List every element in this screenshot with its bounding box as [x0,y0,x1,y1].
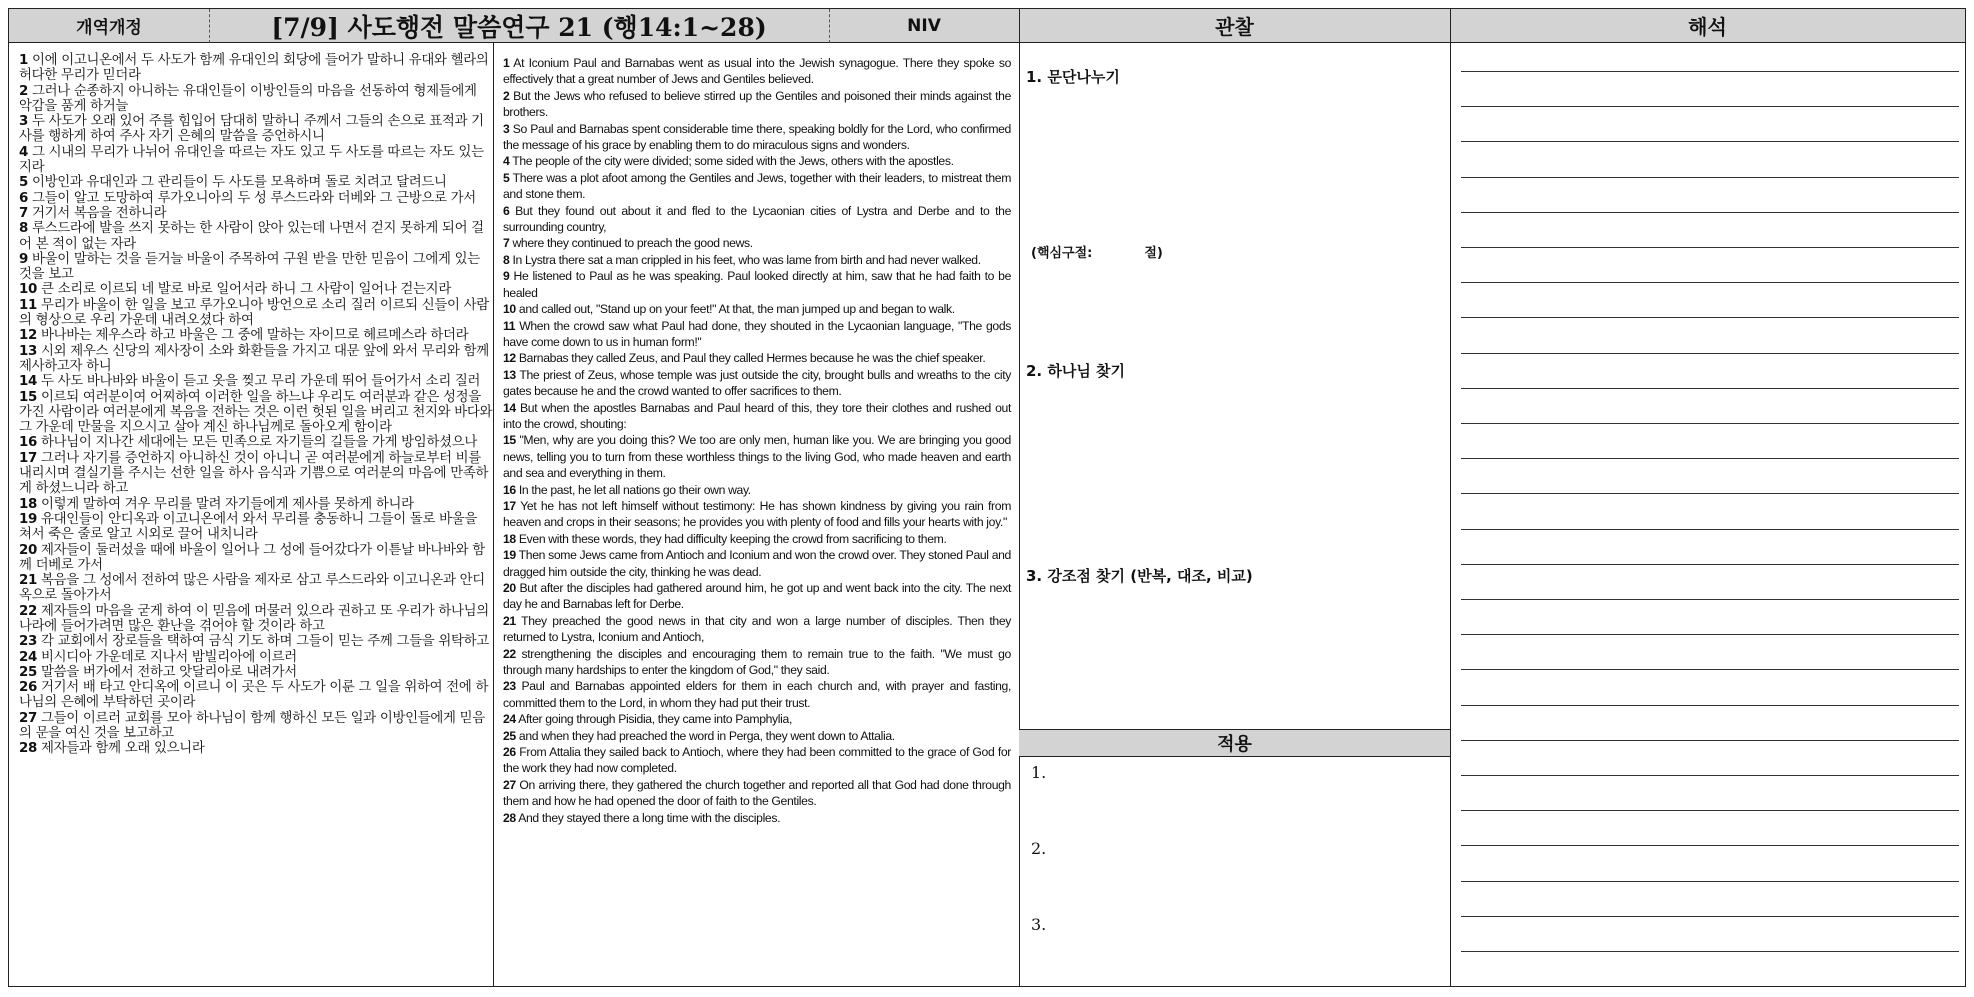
verse-text: But when the apostles Barnabas and Paul heard of this, they tore their clothes and rushed out into the crowd, shouting: [503,400,1011,431]
verse-text: Even with these words, they had difficulty keeping the crowd from sacrificing to them. [515,531,947,546]
verse-number: 8 [503,252,510,267]
verse-number: 5 [503,170,510,185]
verse-number: 13 [503,367,516,382]
verse [19,374,493,389]
writing-line [1461,916,1959,917]
verse-number: 27 [503,777,516,792]
verse [19,282,493,297]
verse [503,203,1011,236]
verse-text: 그들이 이르러 교회를 모아 하나님이 함께 행하신 모든 일과 이방인들에게 믿음의 문을 여신 것을 보고하고 [19,710,485,742]
verse-text: The people of the city were divided; some sided with the Jews, others with the apostles. [509,154,954,169]
verse-text: and when they had preached the word in Perga, they went down to Attalia. [515,728,895,743]
verse-text: 무리가 바울이 한 일을 보고 루가오니아 방언으로 소리 질러 이르되 신들이 사람의 형상으로 우리 가운데 내려오셨다 하여 [19,297,489,329]
verse [503,153,1011,169]
verse [19,390,493,436]
application-item-1: 1. [1031,763,1047,782]
verse-number: 12 [19,328,38,344]
verse-number: 16 [19,435,38,451]
verse-text: 그들이 알고 도망하여 루가오니아의 두 성 루스드라와 더베와 그 근방으로 가서 [28,190,476,206]
verse-text: 이방인과 유대인과 그 관리들이 두 사도를 모욕하며 돌로 치려고 달려드니 [28,175,447,191]
writing-line [1461,177,1959,178]
verse [503,235,1011,251]
verse-number: 25 [503,728,516,743]
verse-number: 11 [503,318,516,333]
column-divider-english-observation [1019,9,1020,986]
verse-number: 14 [503,400,516,415]
writing-line [1461,106,1959,107]
writing-line [1461,317,1959,318]
verse-number: 14 [19,374,38,390]
verse-number: 6 [503,203,510,218]
verse [503,301,1011,317]
verse-text: 이르되 여러분이여 어찌하여 이러한 일을 하느냐 우리도 여러분과 같은 성정을 가진 사람이라 여러분에게 복음을 전하는 것은 이런 헛된 일을 버리고 천지와 바다와 그 가운데 만물을 지으시고 살아 계신 하나님께로 돌아오게 함이라 [19,389,493,436]
verse [19,84,493,115]
verse [503,531,1011,547]
verse [503,252,1011,268]
verse [19,435,493,450]
verse [503,498,1011,531]
application-header: 적용 [1019,729,1450,757]
verse [19,512,493,543]
verse-number: 5 [19,175,29,191]
header-divider-1 [209,9,210,43]
verse [19,252,493,283]
verse-text: 루스드라에 발을 쓰지 못하는 한 사람이 앉아 있는데 나면서 걷지 못하게 되어 걸어 본 적이 없는 자라 [19,221,484,252]
verse [503,88,1011,121]
verse-number: 9 [19,251,29,267]
verse [19,298,493,329]
writing-line [1461,71,1959,72]
writing-line [1461,212,1959,213]
verse [503,170,1011,203]
verse [19,191,493,206]
verse-number: 18 [19,496,38,512]
verse-text: Then some Jews came from Antioch and Iconium and won the crowd over. They stoned Paul and dragged him outside the city, thinking he was dead. [503,548,1011,579]
writing-line [1461,353,1959,354]
verse [503,547,1011,580]
verse-number: 11 [19,297,38,313]
verse-text: 시외 제우스 신당의 제사장이 소와 화환들을 가지고 대문 앞에 와서 무리와 함께 제사하고자 하니 [19,343,489,374]
verse-text: And they stayed there a long time with the disciples. [515,810,781,825]
verse-number: 6 [19,190,29,206]
writing-line [1461,810,1959,811]
verse [19,604,493,635]
core-verse-label: (핵심구절: 절) [1031,246,1163,261]
verse [19,451,493,497]
writing-line [1461,669,1959,670]
verse-number: 4 [503,154,510,169]
verse-number: 22 [19,603,38,619]
verse [19,221,493,252]
verse-text: 이에 이고니온에서 두 사도가 함께 유대인의 회당에 들어가 말하니 유대와 헬라의 허다한 무리가 믿더라 [19,53,489,84]
verse-number: 21 [19,573,38,589]
verse [503,400,1011,433]
observation-item-paragraphs: 1. 문단나누기 [1026,68,1120,86]
verse [503,350,1011,366]
verse [503,646,1011,679]
verse-number: 3 [503,121,510,136]
verse [503,728,1011,744]
observation-header: 관찰 [1019,9,1450,43]
verse-text: 말씀을 버가에서 전하고 앗달리아로 내려가서 [37,664,297,680]
verse-number: 26 [503,745,516,760]
writing-line [1461,740,1959,741]
verse-text: 복음을 그 성에서 전하여 많은 사람을 제자로 삼고 루스드라와 이고니온과 안디옥으로 돌아가서 [19,573,485,604]
writing-line [1461,845,1959,846]
english-version-header: NIV [829,9,1019,43]
verse-text: When the crowd saw what Paul had done, they shouted in the Lycaonian language, "The gods have come down to us in human form!" [503,318,1011,349]
verse [503,432,1011,481]
verse-text: There was a plot afoot among the Gentiles and Jews, together with their leaders, to mistreat them and stone them. [503,170,1011,202]
verse-number: 20 [19,542,38,558]
verse [19,711,493,742]
verse-text: On arriving there, they gathered the church together and reported all that God had done through them and how he had opened the door of faith to the Gentiles. [503,777,1011,809]
verse [503,711,1011,727]
verse-number: 7 [503,236,510,251]
writing-line [1461,458,1959,459]
verse [503,268,1011,301]
verse [19,328,493,343]
verse-text: But the Jews who refused to believe stirred up the Gentiles and poisoned their minds against the brothers. [503,88,1011,120]
verse [19,680,493,711]
verse [19,175,493,190]
verse-text: 그러나 자기를 증언하지 아니하신 것이 아니니 곧 여러분에게 하늘로부터 비를 내리시며 결실기를 주시는 선한 일을 하사 음식과 기쁨으로 여러분의 마음에 만족하게 하셨느니라 하고 [19,450,489,497]
verse [503,318,1011,351]
writing-line [1461,634,1959,635]
header-divider-2 [829,9,830,43]
verse-text: After going through Pisidia, they came into Pamphylia, [515,712,792,727]
verse [19,114,493,145]
verse [19,741,493,756]
verse [503,367,1011,400]
interpretation-header: 해석 [1450,9,1965,43]
verse [19,543,493,574]
verse [19,634,493,649]
writing-line [1461,388,1959,389]
verse-number: 19 [19,511,38,527]
verse [503,744,1011,777]
verse-text: "Men, why are you doing this? We too are only men, human like you. We are bringing you good news, telling you to turn from these worthless things to the living God, who made heaven and earth and sea and everything in them. [503,433,1011,481]
verse-number: 26 [19,680,38,696]
verse-number: 22 [503,646,516,661]
verse [19,53,493,84]
application-item-2: 2. [1031,839,1047,858]
verse-text: They preached the good news in that city and won a large number of disciples. Then they returned to Lystra, Iconium and Antioch, [503,613,1011,645]
writing-line [1461,599,1959,600]
verse [503,580,1011,613]
verse-text: Barnabas they called Zeus, and Paul they called Hermes because he was the chief speaker. [515,351,986,366]
worksheet [8,8,1966,987]
page-title: [7/9] 사도행전 말씀연구 21 (행14:1~28) [209,9,829,43]
writing-line [1461,705,1959,706]
verse [503,482,1011,498]
verse-text: He listened to Paul as he was speaking. Paul looked directly at him, saw that he had faith to be healed [503,269,1011,300]
verse [19,665,493,680]
observation-item-find-god: 2. 하나님 찾기 [1026,362,1126,380]
verse-text: 거기서 복음을 전하니라 [28,205,167,221]
verse-text: The priest of Zeus, whose temple was just outside the city, brought bulls and wreaths to the city gates because he and the crowd wanted to offer sacrifices to them. [503,367,1011,399]
korean-version-header: 개역개정 [9,9,209,43]
verse [503,121,1011,154]
application-item-3: 3. [1031,915,1047,934]
verse-text: 유대인들이 안디옥과 이고니온에서 와서 무리를 충동하니 그들이 돌로 바울을 쳐서 죽은 줄로 알고 시외로 끌어 내치니라 [19,511,477,543]
verse-number: 20 [503,581,516,595]
verse-text: 큰 소리로 이르되 네 발로 바로 일어서라 하니 그 사람이 일어나 걷는지라 [37,282,451,298]
verse [19,344,493,375]
verse-text: 두 사도가 오래 있어 주를 힘입어 담대히 말하니 주께서 그들의 손으로 표적과 기사를 행하게 하여 주사 자기 은혜의 말씀을 증언하시니 [19,114,484,145]
verse-number: 16 [503,482,516,497]
writing-line [1461,247,1959,248]
verse-number: 7 [19,205,29,221]
verse-text: In the past, he let all nations go their own way. [515,482,751,497]
verse [19,497,493,512]
verse-text: 각 교회에서 장로들을 택하여 금식 기도 하며 그들이 믿는 주께 그들을 위탁하고 [37,634,489,650]
writing-line [1461,881,1959,882]
verse-number: 28 [503,810,516,825]
verse-number: 25 [19,664,38,680]
verse-text: 그 시내의 무리가 나뉘어 유대인을 따르는 자도 있고 두 사도를 따르는 자도 있는지라 [19,144,484,176]
verse-text: 두 사도 바나바와 바울이 듣고 옷을 찢고 무리 가운데 뛰어 들어가서 소리 질러 [37,374,481,390]
verse-number: 15 [19,389,38,405]
verse-number: 21 [503,613,516,628]
verse-number: 15 [503,433,516,448]
verse-text: 거기서 배 타고 안디옥에 이르니 이 곳은 두 사도가 이룬 그 일을 위하여 전에 하나님의 은혜에 부탁하던 곳이라 [19,680,489,711]
writing-line [1461,493,1959,494]
verse-number: 10 [503,302,516,317]
verse-text: 제자들의 마음을 굳게 하여 이 믿음에 머물러 있으라 권하고 또 우리가 하나님의 나라에 들어가려면 많은 환난을 겪어야 할 것이라 하고 [19,603,489,634]
verse-text: strengthening the disciples and encouraging them to remain true to the faith. "We must go through many hardships to enter the kingdom of God," they said. [503,646,1011,678]
verse-text: where they continued to preach the good news. [509,236,753,251]
verse [503,678,1011,711]
verse-text: In Lystra there sat a man crippled in his feet, who was lame from birth and had never walked. [509,252,981,267]
writing-line [1461,423,1959,424]
verse-text: At Iconium Paul and Barnabas went as usual into the Jewish synagogue. There they spoke so effectively that a great number of Jews and Gentiles believed. [503,56,1011,87]
verse-number: 24 [503,712,516,727]
verse-number: 3 [19,114,29,130]
verse-text: From Attalia they sailed back to Antioch, where they had been committed to the grace of God for the work they had now completed. [503,745,1011,776]
verse [503,810,1011,826]
verse-text: 하나님이 지나간 세대에는 모든 민족으로 자기들의 길들을 가게 방임하셨으나 [37,435,477,451]
verse-text: 바울이 말하는 것을 듣거늘 바울이 주목하여 구원 받을 만한 믿음이 그에게 있는 것을 보고 [19,251,480,283]
korean-text-column [19,53,493,757]
writing-line [1461,564,1959,565]
verse-text: But after the disciples had gathered around him, he got up and went back into the city. The next day he and Barnabas left for Derbe. [503,581,1011,612]
verse [19,573,493,604]
verse-text: 제자들과 함께 오래 있으니라 [37,741,205,757]
verse-number: 27 [19,710,38,726]
english-text-column [503,55,1011,826]
verse-text: So Paul and Barnabas spent considerable time there, speaking boldly for the Lord, who confirmed the message of his grace by enabling them to do miraculous signs and wonders. [503,121,1011,153]
verse-number: 9 [503,269,510,284]
verse-number: 19 [503,548,516,563]
verse [503,55,1011,88]
verse-text: 비시디아 가운데로 지나서 밤빌리아에 이르러 [37,649,297,665]
verse-text: 제자들이 둘러섰을 때에 바울이 일어나 그 성에 들어갔다가 이튿날 바나바와 함께 더베로 가서 [19,542,485,573]
verse [503,613,1011,646]
column-divider-observation-interpretation [1450,9,1451,986]
verse-text: But they found out about it and fled to the Lycaonian cities of Lystra and Derbe and to the surrounding country, [503,203,1011,235]
writing-line [1461,775,1959,776]
verse-number: 2 [503,88,510,103]
verse-number: 23 [19,634,38,650]
verse-number: 2 [19,83,29,99]
verse-number: 18 [503,531,516,546]
verse-number: 12 [503,351,516,366]
verse [19,650,493,665]
verse [19,206,493,221]
verse-number: 1 [503,56,510,70]
column-divider-korean-english [493,43,494,986]
writing-line [1461,951,1959,952]
verse-number: 4 [19,144,29,160]
verse-text: Paul and Barnabas appointed elders for them in each church and, with prayer and fasting, committed them to the Lord, in whom they had put their trust. [503,679,1011,710]
verse-text: 이렇게 말하여 겨우 무리를 말려 자기들에게 제사를 못하게 하니라 [37,496,414,512]
writing-line [1461,282,1959,283]
verse [19,145,493,176]
writing-line [1461,529,1959,530]
verse-number: 10 [19,282,38,298]
verse-number: 8 [19,221,29,237]
writing-line [1461,141,1959,142]
verse-text: 바나바는 제우스라 하고 바울은 그 중에 말하는 자이므로 헤르메스라 하더라 [37,328,469,344]
verse-text: and called out, "Stand up on your feet!" At that, the man jumped up and began to walk. [515,302,955,317]
verse-text: 그러나 순종하지 아니하는 유대인들이 이방인들의 마음을 선동하여 형제들에게 악감을 품게 하거늘 [19,83,477,114]
verse-number: 17 [503,498,516,513]
verse-number: 24 [19,649,38,665]
verse-number: 1 [19,53,29,68]
observation-item-emphasis: 3. 강조점 찾기 (반복, 대조, 비교) [1026,567,1253,585]
verse-number: 28 [19,741,38,757]
verse-number: 17 [19,450,38,466]
verse-number: 13 [19,343,38,359]
verse [503,777,1011,810]
verse-number: 23 [503,679,516,694]
verse-text: Yet he has not left himself without testimony: He has shown kindness by giving you rain from heaven and crops in their seasons; he provides you with plenty of food and fills your hearts with joy." [503,498,1011,530]
